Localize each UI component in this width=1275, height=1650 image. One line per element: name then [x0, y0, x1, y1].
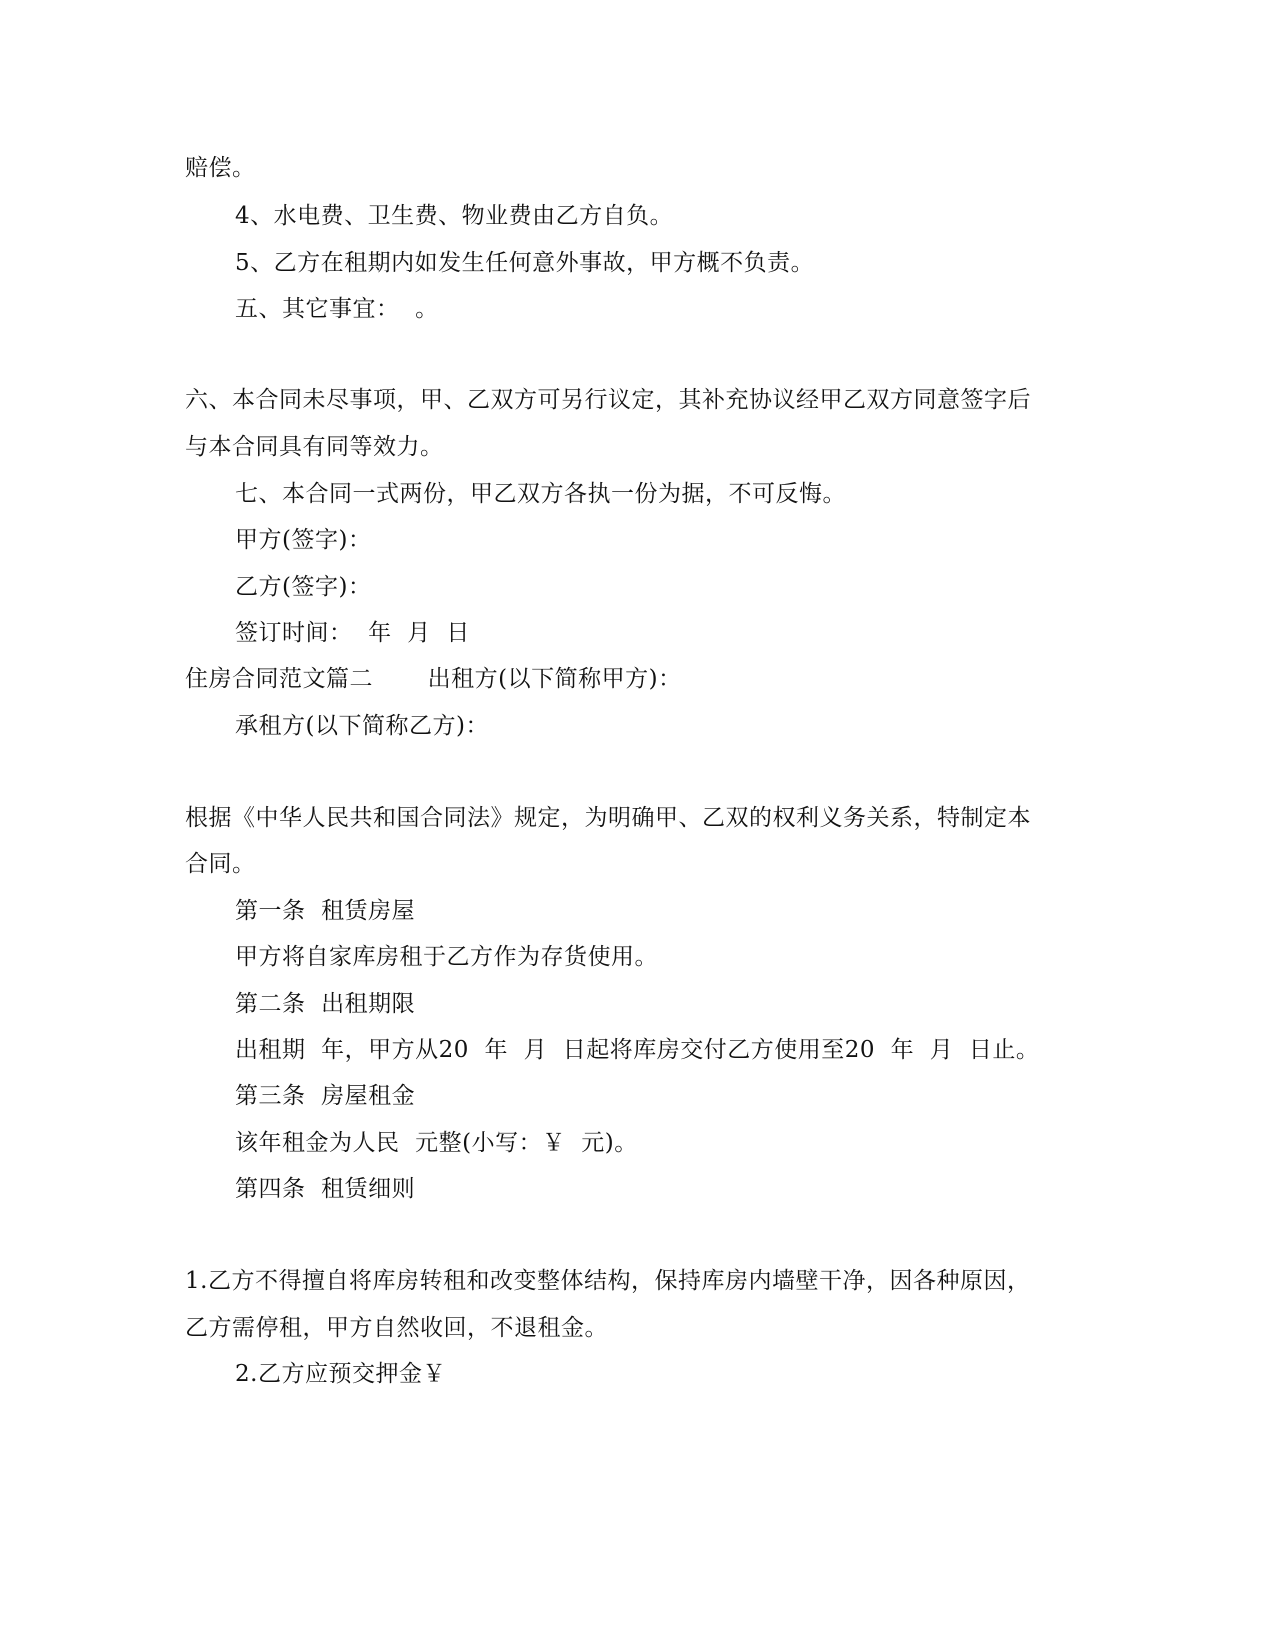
article-heading: 第四条 租赁细则 — [235, 1176, 416, 1202]
signature-field-party-b: 乙方(签字)： — [235, 574, 372, 600]
section-heading: 五、其它事宜： 。 — [235, 296, 439, 322]
paragraph-line: 4、水电费、卫生费、物业费由乙方自负。 — [235, 203, 674, 229]
paragraph-line: 赔偿。 — [185, 155, 256, 181]
contract-title: 住房合同范文篇二 出租方(以下简称甲方)： — [185, 666, 682, 692]
article-heading: 第一条 租赁房屋 — [235, 898, 416, 924]
paragraph-line: 六、本合同未尽事项，甲、乙双方可另行议定，其补充协议经甲乙双方同意签字后 — [185, 387, 1031, 413]
paragraph-line: 2.乙方应预交押金￥ — [235, 1361, 446, 1387]
article-heading: 第二条 出租期限 — [235, 991, 416, 1017]
signature-field-party-a: 甲方(签字)： — [235, 527, 372, 553]
paragraph-line: 七、本合同一式两份，甲乙双方各执一份为据，不可反悔。 — [235, 481, 846, 507]
paragraph-line: 根据《中华人民共和国合同法》规定，为明确甲、乙双的权利义务关系，特制定本 — [185, 805, 1031, 831]
paragraph-line: 5、乙方在租期内如发生任何意外事故，甲方概不负责。 — [235, 250, 815, 276]
paragraph-line: 1.乙方不得擅自将库房转租和改变整体结构，保持库房内墙壁干净，因各种原因， — [185, 1268, 1031, 1294]
paragraph-line: 承租方(以下简称乙方)： — [235, 713, 489, 739]
paragraph-line: 出租期 年，甲方从20 年 月 日起将库房交付乙方使用至20 年 月 日止。 — [235, 1037, 1040, 1063]
signing-date-field: 签订时间： 年 月 日 — [235, 620, 470, 646]
paragraph-line: 与本合同具有同等效力。 — [185, 434, 444, 460]
paragraph-line: 该年租金为人民 元整(小写：￥ 元)。 — [235, 1130, 638, 1156]
article-heading: 第三条 房屋租金 — [235, 1083, 416, 1109]
paragraph-line: 乙方需停租，甲方自然收回，不退租金。 — [185, 1315, 608, 1341]
paragraph-line: 合同。 — [185, 851, 256, 877]
paragraph-line: 甲方将自家库房租于乙方作为存货使用。 — [235, 944, 658, 970]
